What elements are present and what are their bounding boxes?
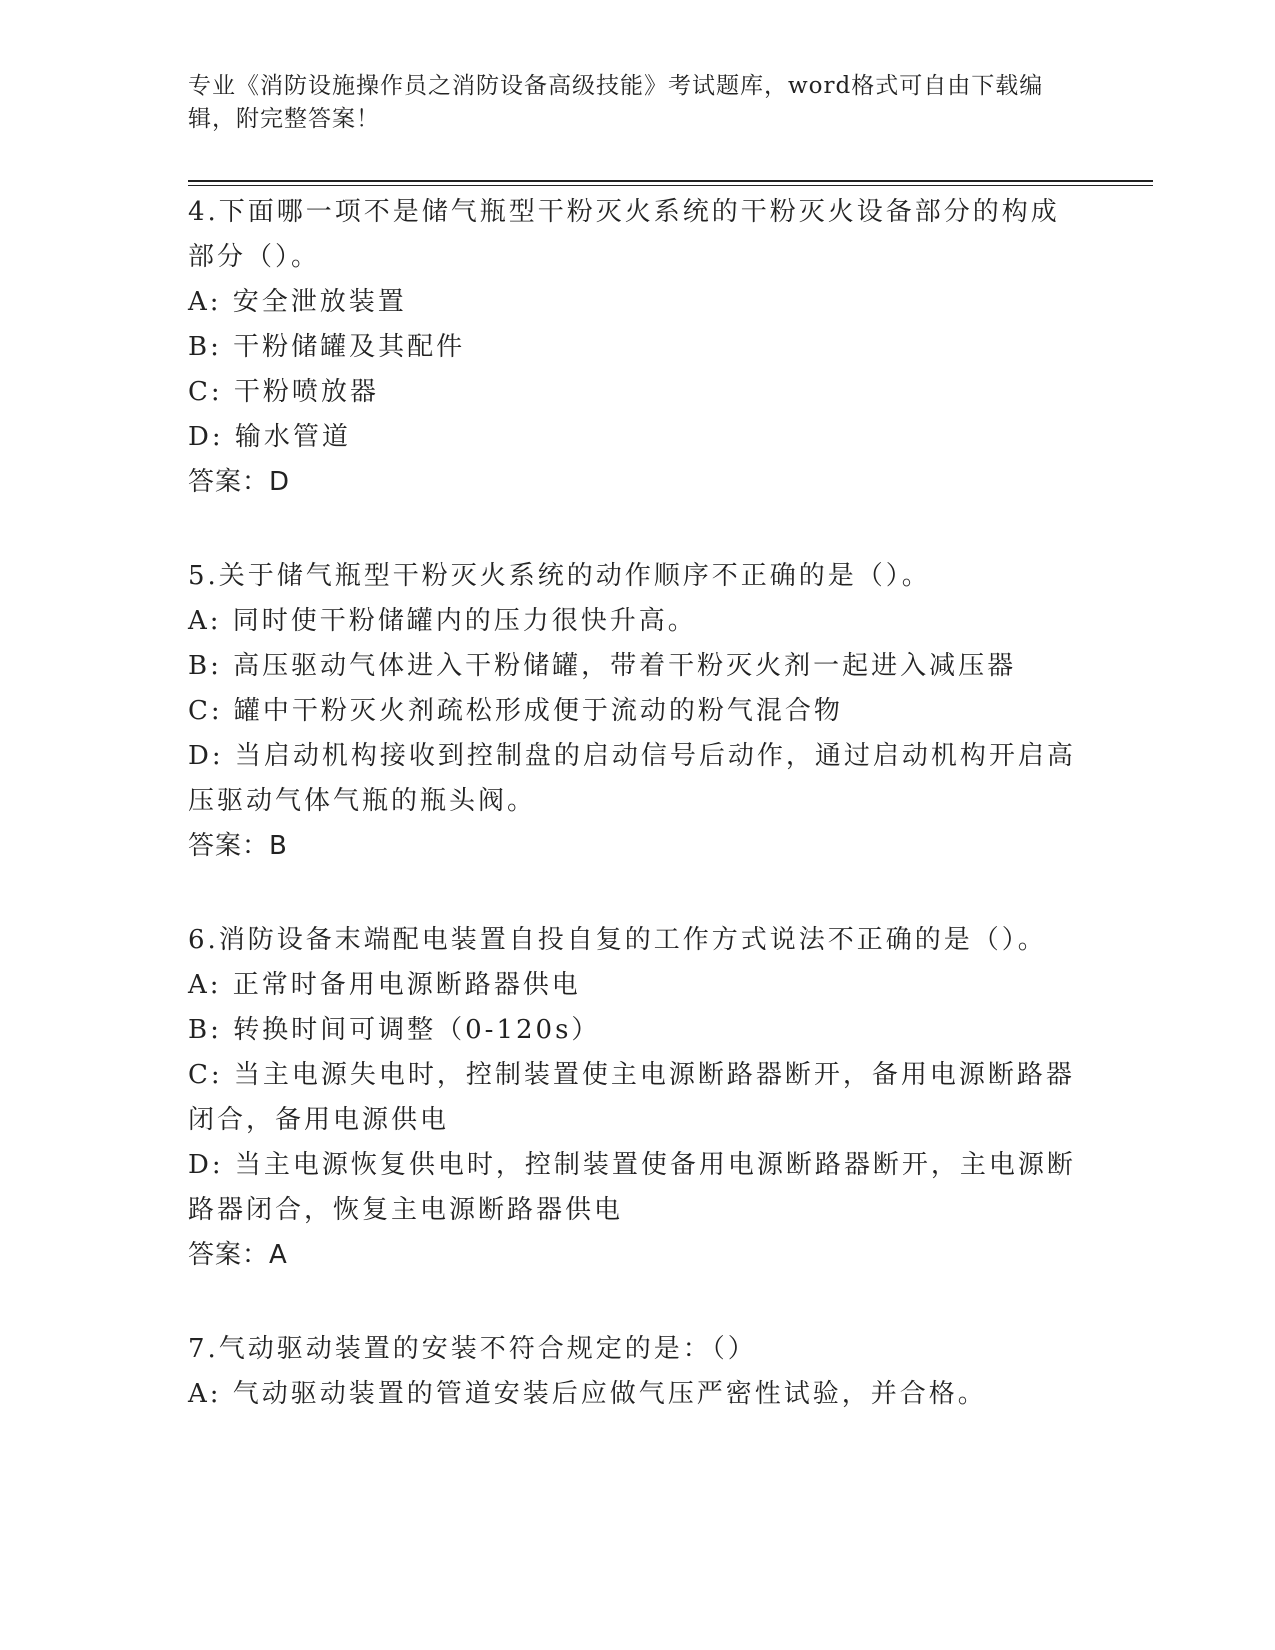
- header-rule-thin: [188, 185, 1153, 186]
- option-b: B: 转换时间可调整（0-120s）: [188, 1015, 601, 1045]
- option-b: B: 高压驱动气体进入干粉储罐，带着干粉灭火剂一起进入减压器: [188, 651, 1017, 681]
- option-a: A: 气动驱动装置的管道安装后应做气压严密性试验，并合格。: [188, 1379, 987, 1409]
- option-c: C: 当主电源失电时，控制装置使主电源断路器断开，备用电源断路器闭合，备用电源供电: [188, 1060, 1075, 1135]
- option-a: A: 同时使干粉储罐内的压力很快升高。: [188, 606, 697, 636]
- option-d: D: 当启动机构接收到控制盘的启动信号后动作，通过启动机构开启高压驱动气体气瓶的瓶头阀。: [188, 741, 1076, 816]
- question-4: [188, 190, 1078, 505]
- question-list: [188, 190, 1078, 1466]
- answer: 答案：D: [188, 467, 291, 497]
- option-b: B: 干粉储罐及其配件: [188, 332, 466, 362]
- document-header: 专业《消防设施操作员之消防设备高级技能》考试题库，word格式可自由下载编辑，附完整答案！: [188, 73, 1044, 132]
- option-d: D: 当主电源恢复供电时，控制装置使备用电源断路器断开，主电源断路器闭合，恢复主电源断路器供电: [188, 1150, 1076, 1225]
- question-stem: 4.下面哪一项不是储气瓶型干粉灭火系统的干粉灭火设备部分的构成部分（）。: [188, 197, 1060, 272]
- question-6: [188, 918, 1078, 1278]
- answer: 答案：A: [188, 1240, 288, 1270]
- option-c: C: 罐中干粉灭火剂疏松形成便于流动的粉气混合物: [188, 696, 843, 726]
- header-rule-thick: [188, 180, 1153, 182]
- question-stem: 5.关于储气瓶型干粉灭火系统的动作顺序不正确的是（）。: [188, 561, 931, 591]
- question-5: [188, 554, 1078, 869]
- question-7: [188, 1327, 1078, 1417]
- option-d: D: 输水管道: [188, 422, 351, 452]
- answer: 答案：B: [188, 831, 288, 861]
- option-c: C: 干粉喷放器: [188, 377, 379, 407]
- option-a: A: 安全泄放装置: [188, 287, 407, 317]
- question-stem: 7.气动驱动装置的安装不符合规定的是：（）: [188, 1334, 757, 1364]
- question-stem: 6.消防设备末端配电装置自投自复的工作方式说法不正确的是（）。: [188, 925, 1047, 955]
- option-a: A: 正常时备用电源断路器供电: [188, 970, 581, 1000]
